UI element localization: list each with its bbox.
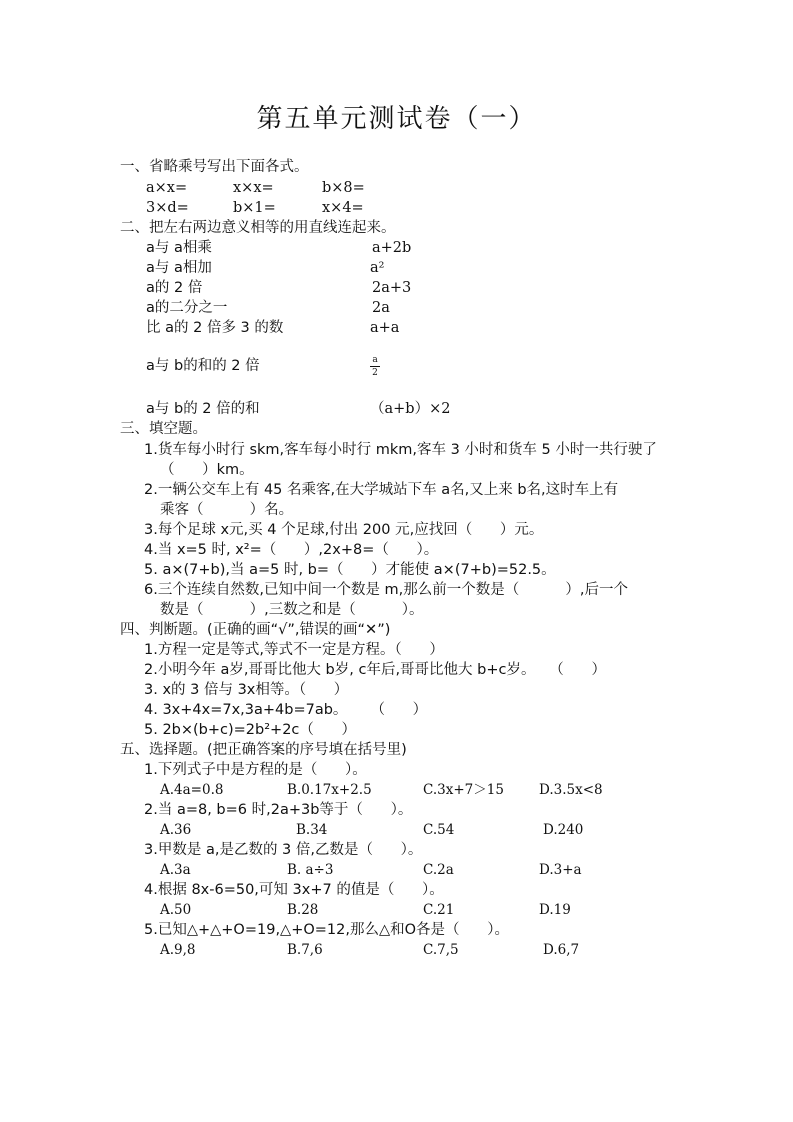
fraction-denominator: 2 xyxy=(372,368,378,378)
s1-item: 3×d= xyxy=(146,200,189,216)
s5-question-4: 4.根据 8x-6=50,可知 3x+7 的值是（ ）。 xyxy=(144,882,444,898)
s5-q5-option-c: C.7,5 xyxy=(423,942,459,958)
s5-q4-option-c: C.21 xyxy=(423,902,455,918)
s2-left-item: a与 a相乘 xyxy=(146,240,212,256)
s5-q3-option-b: B. a÷3 xyxy=(287,862,334,878)
s1-item: x×4= xyxy=(322,200,364,216)
s3-question-2: 2.一辆公交车上有 45 名乘客,在大学城站下车 a名,又上来 b名,这时车上有 xyxy=(144,482,619,498)
section-1-heading: 一、省略乘号写出下面各式。 xyxy=(120,159,309,175)
s4-question-4: 4. 3x+4x=7x,3a+4b=7ab。 （ ） xyxy=(144,702,428,718)
section-2-heading: 二、把左右两边意义相等的用直线连起来。 xyxy=(120,220,396,236)
s1-item: x×x= xyxy=(233,180,274,196)
s5-q2-option-c: C.54 xyxy=(423,822,455,838)
s5-question-2: 2.当 a=8, b=6 时,2a+3b等于（ ）。 xyxy=(144,802,413,818)
s5-q5-option-b: B.7,6 xyxy=(287,942,323,958)
section-4-heading: 四、判断题。(正确的画“√”,错误的画“✕”) xyxy=(120,622,391,638)
s2-right-item: a² xyxy=(370,260,385,276)
s5-question-5: 5.已知△+△+O=19,△+O=12,那么△和O各是（ ）。 xyxy=(144,922,509,938)
s3-question-3: 3.每个足球 x元,买 4 个足球,付出 200 元,应找回（ ）元。 xyxy=(144,522,544,538)
s4-question-5: 5. 2b×(b+c)=2b²+2c（ ） xyxy=(144,722,357,738)
s2-fraction xyxy=(370,355,380,378)
s3-question-1-cont: （ ）km。 xyxy=(160,462,254,478)
s5-q3-option-d: D.3+a xyxy=(539,862,582,878)
s5-question-1: 1.下列式子中是方程的是（ ）。 xyxy=(144,762,367,778)
s3-question-1: 1.货车每小时行 skm,客车每小时行 mkm,客车 3 小时和货车 5 小时一共行驶了 xyxy=(144,442,657,458)
s2-left-item: a的 2 倍 xyxy=(146,280,203,296)
s5-q4-option-b: B.28 xyxy=(287,902,319,918)
s5-q2-option-b: B.34 xyxy=(296,822,328,838)
s2-right-item: a+a xyxy=(370,320,400,336)
s5-q4-option-d: D.19 xyxy=(539,902,571,918)
s4-question-1: 1.方程一定是等式,等式不一定是方程。（ ） xyxy=(144,642,444,658)
s1-item: b×1= xyxy=(233,200,276,216)
s5-q1-option-d: D.3.5x<8 xyxy=(539,782,603,798)
s5-q2-option-d: D.240 xyxy=(543,822,584,838)
s3-question-5: 5. a×(7+b),当 a=5 时, b=（ ）才能使 a×(7+b)=52.5。 xyxy=(144,562,556,578)
section-5-heading: 五、选择题。(把正确答案的序号填在括号里) xyxy=(120,742,407,758)
s5-q3-option-c: C.2a xyxy=(423,862,454,878)
s2-left-item: a与 b的和的 2 倍 xyxy=(146,358,260,374)
s4-question-3: 3. x的 3 倍与 3x相等。（ ） xyxy=(144,682,349,698)
fraction-numerator: a xyxy=(372,355,378,365)
s2-right-item: a+2b xyxy=(372,240,412,256)
s2-right-item: 2a+3 xyxy=(372,280,412,296)
s2-left-item: a与 a相加 xyxy=(146,260,212,276)
s2-left-item: 比 a的 2 倍多 3 的数 xyxy=(146,320,284,336)
s3-question-4: 4.当 x=5 时, x²=（ ）,2x+8=（ ）。 xyxy=(144,542,439,558)
s5-q1-option-a: A.4a=0.8 xyxy=(160,782,224,798)
s5-q5-option-a: A.9,8 xyxy=(160,942,196,958)
s5-q3-option-a: A.3a xyxy=(160,862,191,878)
s1-item: a×x= xyxy=(146,180,188,196)
s3-question-2-cont: 乘客（ ）名。 xyxy=(160,502,294,518)
s1-item: b×8= xyxy=(322,180,365,196)
s5-q1-option-b: B.0.17x+2.5 xyxy=(287,782,372,798)
s3-question-6-cont: 数是（ ）,三数之和是（ ）。 xyxy=(160,602,424,618)
section-3-heading: 三、填空题。 xyxy=(120,421,207,437)
s5-q5-option-d: D.6,7 xyxy=(543,942,580,958)
s5-q2-option-a: A.36 xyxy=(160,822,192,838)
s2-left-item: a的二分之一 xyxy=(146,300,228,316)
s5-q1-option-c: C.3x+7＞15 xyxy=(423,782,504,798)
s4-question-2: 2.小明今年 a岁,哥哥比他大 b岁, c年后,哥哥比他大 b+c岁。 （ ） xyxy=(144,662,606,678)
s2-right-item: （a+b）×2 xyxy=(370,401,451,417)
page-title: 第五单元测试卷（一） xyxy=(256,104,537,134)
s3-question-6: 6.三个连续自然数,已知中间一个数是 m,那么前一个数是（ ）,后一个 xyxy=(144,582,628,598)
s5-question-3: 3.甲数是 a,是乙数的 3 倍,乙数是（ ）。 xyxy=(144,842,423,858)
s5-q4-option-a: A.50 xyxy=(160,902,192,918)
s2-right-item: 2a xyxy=(372,300,390,316)
s2-left-item: a与 b的 2 倍的和 xyxy=(146,401,260,417)
